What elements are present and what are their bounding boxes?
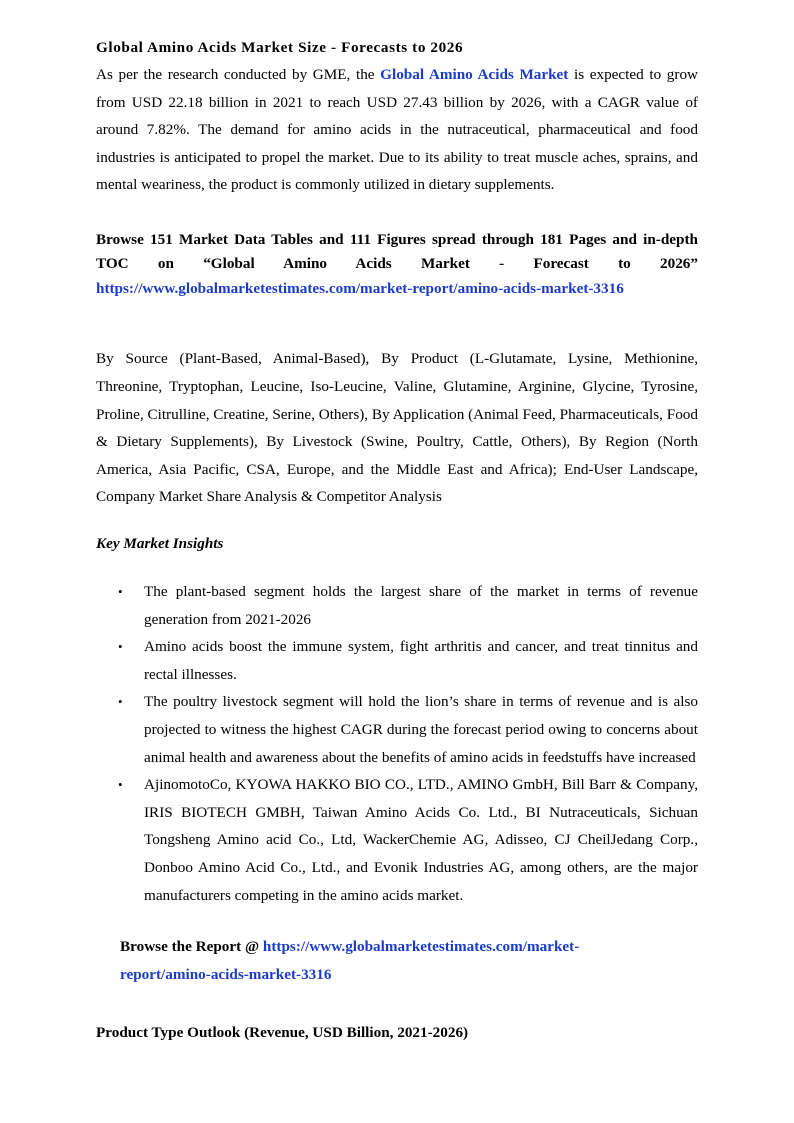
list-item-text: The poultry livestock segment will hold the lion’s share in terms of revenue and is also projected to witness the highest CAGR during the forecast period owing to concerns about animal health and awareness about the benefits of amino acids in feedstuffs have increased — [144, 693, 698, 766]
list-item — [96, 688, 698, 771]
product-type-outlook-heading: Product Type Outlook (Revenue, USD Billion, 2021-2026) — [96, 1024, 469, 1042]
list-item-text: The plant-based segment holds the largest share of the market in terms of revenue generation from 2021-2026 — [144, 583, 698, 628]
document-title: Global Amino Acids Market Size - Forecasts to 2026 — [96, 39, 464, 56]
browse-report-url-line1: https://www.globalmarketestimates.com/market- — [262, 938, 580, 956]
list-item-text: AjinomotoCo, KYOWA HAKKO BIO CO., LTD., AMINO GmbH, Bill Barr & Company, IRIS BIOTECH GMBH, Taiwan Amino Acids Co. Ltd., BI Nutraceuticals, Sichuan Tongsheng Amino acid Co., Ltd, WackerChemie AG, Adisseo, CJ CheilJedang Corp., Donboo Amino Acid Co., Ltd., and Evonik Industries AG, among others, are the major manufacturers competing in the amino acids market. — [144, 776, 698, 904]
bullet-icon: • — [118, 777, 123, 793]
list-item — [96, 771, 698, 909]
intro-text-start: As per the research conducted by GME, the — [96, 66, 381, 83]
document-page — [96, 37, 698, 1062]
bullet-icon: • — [118, 694, 123, 710]
intro-paragraph — [96, 61, 698, 199]
list-item — [96, 578, 698, 633]
key-market-insights-heading: Key Market Insights — [96, 535, 224, 553]
browse-toc-paragraph — [96, 228, 698, 302]
intro-text-end: is expected to grow from USD 22.18 billion in 2021 to reach USD 27.43 billion by 2026, with a CAGR value of around 7.82%. The demand for amino acids in the nutraceutical, pharmaceutical and food industries is anticipated to propel the market. Due to its ability to treat muscle aches, sprains, and mental weariness, the product is commonly utilized in dietary supplements. — [96, 66, 699, 194]
market-scope-paragraph: By Source (Plant-Based, Animal-Based), By Product (L-Glutamate, Lysine, Methionine, Threonine, Tryptophan, Leucine, Iso-Leucine, Valine, Glutamine, Arginine, Glycine, Tyrosine, Proline, Citrulline, Creatine, Serine, Others), By Application (Animal Feed, Pharmaceuticals, Food & Dietary Supplements), By Livestock (Swine, Poultry, Cattle, Others), By Region (North America, Asia Pacific, CSA, Europe, and the Middle East and Africa); End-User Landscape, Company Market Share Analysis & Competitor Analysis — [96, 350, 698, 506]
browse-report-label: Browse the Report @ — [120, 938, 263, 956]
report-toc-link[interactable]: https://www.globalmarketestimates.com/market-report/amino-acids-market-3316 — [96, 279, 624, 297]
bullet-icon: • — [118, 639, 123, 655]
list-item — [96, 633, 698, 688]
browse-report-paragraph — [120, 933, 698, 989]
bullet-icon: • — [118, 584, 123, 600]
key-insights-list — [96, 578, 698, 909]
global-amino-acids-market-link[interactable]: Global Amino Acids Market — [380, 66, 569, 83]
list-item-text: Amino acids boost the immune system, fight arthritis and cancer, and treat tinnitus and rectal illnesses. — [144, 638, 698, 683]
browse-toc-text: Browse 151 Market Data Tables and 111 Figures spread through 181 Pages and in-depth TOC on “Global Amino Acids Market - Forecast to 2026” — [96, 230, 698, 273]
browse-report-url-line2: report/amino-acids-market-3316 — [120, 966, 332, 984]
